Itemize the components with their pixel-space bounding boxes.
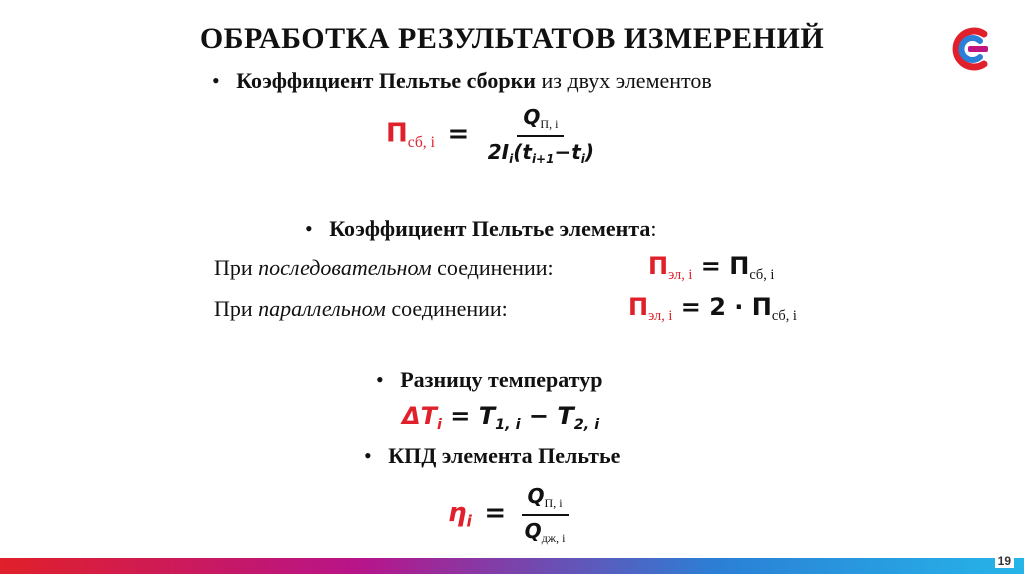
formula-temperature-difference: $\Delta T_i = T_{1, i} - T_{2, i}$ bbox=[402, 402, 600, 434]
formula-series: $П_{эл, i} = П_{сб, i}$ bbox=[648, 252, 775, 284]
page-number: 19 bbox=[995, 554, 1014, 568]
formula-assembly-coefficient: $П_{сб, i}$ = $\frac{Q_{П, i}}{2I_i(t_{i+1}-t_i)}$ bbox=[386, 105, 600, 166]
temperature-difference-heading: Разницу температур bbox=[400, 367, 603, 392]
parallel-connection-label: При параллельном соединении: bbox=[214, 296, 508, 321]
formula-efficiency: $\eta_i$ = $\frac{Q_{П, i}}{Q_{дж, i}}$ bbox=[448, 484, 571, 546]
formula-parallel: $П_{эл, i} = 2 \cdot П_{сб, i}$ bbox=[628, 293, 797, 325]
slide-title: ОБРАБОТКА РЕЗУЛЬТАТОВ ИЗМЕРЕНИЙ bbox=[199, 22, 825, 55]
bullet-efficiency: • КПД элемента Пельтье bbox=[364, 443, 621, 468]
assembly-fraction: $\frac{Q_{П, i}}{2I_i(t_{i+1}-t_i)}$ bbox=[487, 105, 595, 167]
assembly-coefficient-note: из двух элементов bbox=[535, 68, 712, 93]
efficiency-fraction: $\frac{Q_{П, i}}{Q_{дж, i}}$ bbox=[519, 484, 572, 546]
assembly-coefficient-heading: Коэффициент Пельтье сборки bbox=[236, 68, 536, 93]
bullet-assembly-coefficient: • Коэффициент Пельтье сборки из двух элементов bbox=[212, 68, 712, 93]
bullet-element-coefficient: • Коэффициент Пельтье элемента: bbox=[305, 216, 657, 241]
efficiency-heading: КПД элемента Пельтье bbox=[388, 443, 621, 468]
bullet-temperature-difference: • Разницу температур bbox=[376, 367, 603, 392]
logo-icon bbox=[944, 24, 994, 74]
element-coefficient-heading: Коэффициент Пельтье элемента bbox=[329, 216, 651, 241]
series-connection-label: При последовательном соединении: bbox=[214, 255, 554, 280]
footer-gradient-bar bbox=[0, 558, 1024, 574]
